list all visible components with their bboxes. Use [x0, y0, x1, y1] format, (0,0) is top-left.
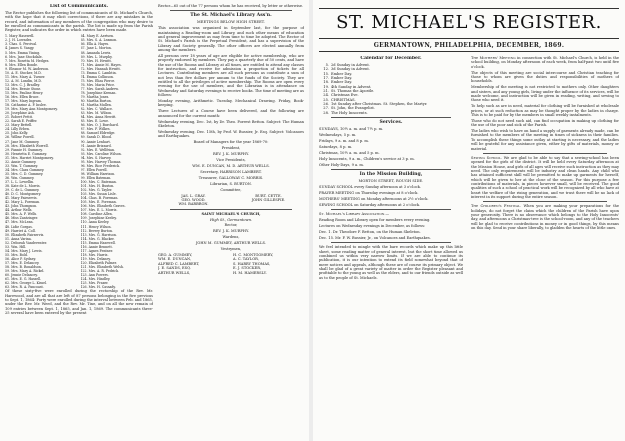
- communicant-name: 88. Samuel Eldredge.: [80, 131, 116, 136]
- communicant-name: 121. Mrs. Elizabeth Welsh.: [80, 264, 124, 269]
- president-name: REV. J. K. MURPHY.: [212, 151, 249, 156]
- communicant-name: 58. Mrs. B. Ronaldson.: [5, 264, 42, 269]
- service-time: Other Holy-Days, 9 a. m.: [319, 162, 364, 167]
- communicant-name: 33. Wm. T. Gummey.: [5, 163, 39, 168]
- section-rule: [331, 209, 451, 210]
- calendar-list: [319, 63, 463, 115]
- vestry-member: A. C. TAYLOR,: [233, 257, 259, 262]
- right-page: [313, 0, 625, 441]
- communicant-name: 97. Ellen Powell.: [80, 167, 108, 172]
- secretary: Secretary, HARRISON LAMBERT.: [200, 169, 262, 174]
- communicant-name: 100. Mrs. C. Bateman.: [80, 180, 117, 184]
- communicant-name: 22. Sarah E. Peiffer.: [5, 119, 38, 124]
- communicant-name: 43. John Thompson.: [5, 204, 38, 209]
- communicant-name: 96. Mrs. Rice Frederick.: [80, 163, 120, 168]
- mission-title: In the Mission Building,: [359, 172, 423, 178]
- communicant-name: 98. William Harrison.: [80, 171, 116, 176]
- vestry-member: ARTHUR WELLS,: [158, 270, 191, 275]
- communicants-names-a: [5, 34, 78, 289]
- calendar-event: St. Thomas the Apostle.: [331, 89, 375, 94]
- vestry-member: H. M. HAMERSLY.: [233, 270, 267, 275]
- service-time: Fridays, 9 a. m. and 8 p. m.: [319, 139, 369, 143]
- communicant-name: 56. Alice P. Sydney.: [5, 256, 36, 261]
- communicant-name: 47. Mrs. McLean.: [5, 220, 34, 225]
- calendar-event: 4th Sunday in Advent.: [331, 84, 372, 89]
- communicant-name: 124. Mrs. Hindley.: [80, 277, 111, 282]
- president-role: President,: [221, 146, 241, 151]
- communicant-name: 37. L. L. Lewellin.: [5, 180, 35, 184]
- calendar-date: 28.: [323, 110, 329, 115]
- communicant-name: 118. Mrs. Harris.: [80, 252, 109, 257]
- committee-title: Committee,: [220, 187, 242, 192]
- treasurer: Treasurer, GALLOWAY C. MORRIS.: [198, 175, 264, 180]
- communicant-name: 32. Annie Gummey.: [5, 159, 37, 164]
- communicant-name: 69. Mrs. L. Murphy.: [80, 54, 113, 59]
- calendar-date: 17.: [323, 76, 329, 81]
- communicant-name: 1. Mary Hasewell.: [5, 34, 35, 39]
- communicants-names-b: [81, 34, 154, 289]
- library-p5: Wednesday evening, Dec. 1st, by Dr. Theo. Forrest Betton. Subject: The Human Skeleton.: [158, 119, 304, 128]
- communicant-name: 76. Mrs. Maria Price.: [80, 82, 116, 87]
- calendar-title: Calendar for December.: [360, 56, 422, 61]
- section-rule: [331, 117, 451, 118]
- communicant-name: 106. Mrs. Elizabeth Graves.: [80, 204, 126, 209]
- communicant-name: 83. Mrs. M. Wilson.: [80, 111, 113, 116]
- communicant-name: 21. Robert Pettit.: [5, 115, 33, 120]
- communicant-name: 72. Mrs. Hannah Hewitt.: [80, 66, 121, 71]
- mothers-p1: in connection with St. Michael's Church, is held in the school building, on Monday afternoon of each week, from half-past two until five o'clock.: [471, 56, 619, 69]
- communicants-closing: Of these sixty-five were enrolled during the rectorship of the Rev. Mr. Harewood, and are all that are left of 87 persons belonging in the five previous to Sept. 1, 1864: Forty were enrolled during the interval between Feb. and 1865, under the Rev. Mr. Weed, and the Rev. Mr. Tine, and on all the new remain of 109 entries between Sept. 1, 1865, and Jan. 1, 1869. The communicants three-25 several have been entered by the present: [5, 289, 153, 315]
- editorial-note: We feel intended to mingle with the bare records which make up this little sheet, some reading matter of general interest, but the short time allowed us combined us within very narrow limits. If we are able to continue its publication, it is our intention to extend its field somewhat beyond that of mere notices and appeals, although these are of course its primary object. We shall be glad of a great variety of matter in order the Register pleasant and profitable to the young as well as the elders, and to our friends outside as well as to the people of St. Michaels.: [319, 245, 463, 280]
- committee-member: BURT. CETTE.: [255, 193, 282, 198]
- communicant-name: 34. Mrs. Clara Gummey.: [5, 167, 45, 172]
- communicants-list: [5, 34, 153, 289]
- communicant-name: 64. Mary E. Aertsen.: [80, 34, 115, 39]
- communicant-name: 101. Mrs. H. Buxton.: [80, 184, 115, 189]
- communicant-name: 93. Mrs. Caroline Wilson.: [80, 151, 122, 156]
- calendar-event: Ember Day.: [331, 80, 353, 85]
- library-p2: All persons over 18 years of age are eligible for active membership, who are properly endorsed by members. They pay a quarterly due of 50 cents, and have the use of the Rooms and Library at all times, are entitled to attend any classes for instruction, and receive for admission a proportion of tickets for all Lectures. Contributing members are all such persons as contribute a sum of not less than five dollars per annum to the funds of the Society. They are entitled to all the privileges of active membership. The Rooms are open every evening for the use of members, and the Librarian is in attendance on Wednesday and Saturday evenings to receive books. The time of meeting are as follows:: [158, 53, 304, 98]
- communicant-name: 89. Sarah D. Blood.: [80, 135, 112, 140]
- section-rule: [331, 242, 451, 243]
- section-rule: [483, 153, 607, 154]
- mothers-p5: Those who do not need such aid, can find occupation in making up clothing for the use of the poor and sick of the Parish.: [471, 118, 619, 128]
- services-title: Services.: [379, 120, 403, 126]
- communicant-name: 60. Jennie Delancey.: [5, 273, 38, 278]
- communicants-intro: The Rector publishes the following list of communicants of St. Michael's Church, with the hope that it may elicit corrections, if there are any mistakes in the record, and information of any members of the congregation who may desire to be enrolled as communicants in the parish. The list is made up from the Parish Register, and indicates the order in which entries have been made.: [5, 11, 153, 33]
- committee-member: WM. BARBRON.: [178, 202, 209, 207]
- mission-p4: SEWING SCHOOL on Saturday afternoons at 2 o'clock.: [319, 202, 421, 207]
- communicant-name: 68. Amanda Lewis.: [80, 50, 112, 55]
- services-list: [319, 127, 463, 167]
- mothers-p2: The objects of this meeting are social intercourse and Christian teaching for those to whom are given the duties and responsibilities of mothers of households.: [471, 70, 619, 84]
- sewing-wrap: [471, 156, 619, 199]
- library-p3: Monday evening, Arithmetic. Tuesday, Mechanical Drawing. Friday, Book-keeping.: [158, 98, 304, 108]
- calendar-event: St. John, the Evangelist.: [331, 106, 376, 111]
- communicant-name: 115. Emma Hasewell.: [80, 240, 116, 245]
- communicant-name: 85. Mrs. E. Lowe.: [80, 119, 110, 124]
- communicant-name: 26. Wilbur Powell.: [5, 135, 35, 140]
- communicant-name: 28. Mrs. Elizabeth Worrell.: [5, 143, 49, 148]
- calendar-event: 2d Sunday in Advent.: [331, 63, 370, 67]
- communicant-name: 29. Fannie H. Gummey.: [5, 147, 43, 152]
- communicants-column: [5, 4, 153, 317]
- communicant-name: 94. Mrs. S. Harvey.: [80, 155, 112, 160]
- communicant-name: 79. Martha Jones.: [80, 95, 110, 100]
- communicant-name: 27. Jane M. Gummey.: [5, 139, 40, 144]
- communicant-name: 20. Josephine Ash.: [5, 111, 35, 116]
- calendar-date: 18.: [323, 80, 329, 85]
- communicant-name: 48. Lidie Gorgas.: [5, 224, 33, 229]
- mission-p2: PRAYER MEETING on Thursday evenings at 8 o'clock.: [319, 190, 419, 195]
- vestry-member: S. HARRY THOMAS,: [233, 261, 271, 266]
- communicant-name: 7. Mrs. Rosetta M. Hedges.: [5, 58, 50, 63]
- communicant-name: 50. Elizabeth Fairservis.: [5, 232, 45, 237]
- communicant-name: 65. Mrs. S. A. Leamon.: [80, 38, 118, 43]
- communicant-name: 30. Henrietta E. Gummey.: [5, 151, 47, 156]
- committee-member: JOHN GILLESPIE.: [251, 197, 286, 202]
- vp-role: Vice Presidents,: [216, 157, 246, 162]
- communicant-name: 6. Mrs. Jane Stockdale.: [5, 54, 43, 59]
- vestry-member: ALFRED C. LAMBERT,: [158, 261, 200, 266]
- sewing-text: We are glad to be able to say that a sewing-school has been opened for the girls of the district. It will be held every Saturday afternoon at the Mission House, and girls of all ages will receive such instruction as they may need. The only requirements will be industry and clean hands. Any child who has attained sufficient skill will be permitted to make up garments for herself, which will be given to her at the close of the season. For this purpose a few contributions of materials, in pieces however small, will be received. The good qualities of such a school of practical work will be recognized by all who have at heart the welfare of the rising generation, and we trust there will be no lack of interest in its support during the entire season.: [471, 155, 619, 199]
- calendar-date: 25.: [323, 97, 329, 102]
- communicant-name: 74. Emma Collinson.: [80, 74, 114, 79]
- library-column: [158, 4, 304, 275]
- communicant-name: 99. Ellen Bateman.: [80, 175, 112, 180]
- vestry-member: H. C. MONTGOMERY,: [233, 253, 274, 258]
- library-subtitle: MEETINGS BELOW HIGH STREET.: [196, 20, 266, 25]
- committee-list: [158, 194, 304, 207]
- communicant-name: 107. Mrs. E. L. Morris.: [80, 208, 118, 213]
- communicant-name: 18. Catharine A. P. Inslee.: [5, 103, 47, 108]
- mission-p1: SUNDAY SCHOOL every Sunday afternoon at 3 o'clock.: [319, 185, 421, 190]
- communicant-name: 66. Ella A. Hayes.: [80, 42, 110, 47]
- communicant-name: 42. Mary L. Foreman.: [5, 200, 41, 205]
- communicant-name: 46. Miss Zantzinger.: [5, 216, 38, 221]
- service-time: Wednesdays, 5 p. m.: [319, 133, 357, 138]
- communicant-name: 108. Caroline Allen.: [80, 212, 113, 217]
- calendar-date: 26.: [323, 102, 329, 107]
- festival-title: The Children's Festival.: [471, 204, 522, 209]
- lib-notice-title: St. Michael's Library Association.—: [319, 212, 390, 217]
- vestry-list: [158, 253, 304, 275]
- masthead-rule-bottom: [319, 51, 619, 52]
- mothers-column: [471, 56, 619, 232]
- mothers-p6: The ladies who wish to have on hand a supply of garments already made, can be furnished to the members of the meeting in times of sickness in their families. To accomplish these things some outlay at starting is necessary, and the ladies will be grateful for any assistance given, either by gifts of materials, money or material.: [471, 129, 619, 151]
- communicant-name: 80. Martha Burton.: [80, 99, 112, 104]
- communicant-name: 52. Deborah Vandeventer.: [5, 240, 47, 245]
- vestry-member: WM. E. DUNCAN,: [158, 257, 192, 262]
- communicant-name: 19. Mrs. Mary Ann Montgomery.: [5, 107, 58, 112]
- communicant-name: 3. Chas. S. Percival.: [5, 42, 38, 47]
- communicant-name: 62. Mrs. George L. Kissel.: [5, 281, 48, 286]
- communicant-name: 117. Agnes Fentner.: [80, 248, 113, 253]
- communicant-name: 126. Mrs. H. Cassady.: [80, 285, 116, 290]
- library-p6: Wednesday evening, Dec. 15th, by Prof. W. Bussier, Jr. Esq. Subject: Volcanoes and Earthquakes.: [158, 129, 304, 139]
- communicant-name: 78. Josephine Keenan.: [80, 90, 117, 95]
- festival-text: When you are making your preparations for the holidays, do not forget the claim which the children of the Parish have upon your generosity. There is no observance which belongs to the Holy Innocents' day, and afternoons a Christmas-tree is the school-room, and any of the teachers will be glad to receive contributions in money or in good things, by this means on this day. Send in your share liberally, to gladden the hearts of the little ones.: [471, 204, 619, 230]
- communicant-name: 31. Mrs. Harriet Montgomery.: [5, 155, 54, 160]
- calendar-event: 1st Sunday after Christmas. St. Stephen, the Martyr.: [331, 102, 428, 107]
- calendar-event: Christmas Eve.: [331, 93, 359, 98]
- communicant-name: 123. Ann Powers.: [80, 273, 109, 278]
- calendar-column: [319, 56, 463, 282]
- communicant-name: 12. A. M. Lundin, M.D.: [5, 78, 42, 83]
- communicant-name: 36. Wm. Gummey.: [5, 175, 35, 180]
- lib-notice-p2: Lectures on Wednesday evenings in December, as follows:: [319, 224, 426, 229]
- wardens-names: JOHN M. GUMMEY, ARTHUR WELLS.: [195, 241, 267, 246]
- communicant-name: 103. Mrs. Susan Lisle.: [80, 192, 117, 197]
- calendar-event: Ember Day.: [331, 71, 353, 76]
- calendar-date: 15.: [323, 71, 329, 76]
- communicant-name: 102. Mrs. G. Tayler.: [80, 188, 113, 193]
- masthead-rule-mid: [319, 38, 619, 39]
- communicant-name: 24. Lilly Erben.: [5, 127, 30, 132]
- vestry-role: Vestrymen,: [220, 247, 242, 252]
- mothers-p4: To help such as are in need, material for clothing will be furnished at wholesale prices, or at such reduction as may be thought proper by the ladies in charge. This is to be paid for by the members in small weekly instalments.: [471, 104, 619, 117]
- communicant-name: 63. Mrs. R. A. Pancoast.: [5, 285, 44, 290]
- service-time: Christmas, 10½ a. m. and 5 p. m.: [319, 150, 380, 155]
- communicant-name: 120. Elizabeth Palmer.: [80, 260, 117, 265]
- masthead-rule-top: [319, 8, 619, 9]
- communicant-name: 5. Mrs. Emma Vining.: [5, 50, 41, 55]
- communicant-name: 55. Mrs. Bold.: [5, 252, 28, 257]
- communicant-name: 11. Mrs. Mary A. Turner.: [5, 74, 46, 79]
- communicant-name: 59. Mrs. Mary A. Rickel.: [5, 269, 45, 274]
- communicant-name: 104. Chas. B. Foreman.: [80, 196, 119, 201]
- rector-role: Rector,: [224, 223, 238, 228]
- communicant-name: 9. Eleanor M. W. Anderson.: [5, 66, 50, 71]
- sewing-title: Sewing School.: [471, 155, 503, 160]
- church-location: High St., Germantown.: [209, 217, 253, 222]
- vestry-member: J. E. SANDS, ESQ.: [158, 266, 192, 271]
- communicant-name: 4. James S. Vangy.: [5, 46, 35, 51]
- communicant-name: 73. Emma C. Lambtin.: [80, 70, 117, 75]
- calendar-entry: [319, 111, 463, 115]
- communicant-name: 67. Jane L. Morton.: [80, 46, 112, 51]
- left-page: [0, 0, 310, 441]
- committee-member: GEO. WOOD.: [181, 197, 206, 202]
- calendar-event: 3d Sunday in Advent.: [331, 67, 370, 72]
- calendar-date: 5.: [325, 63, 329, 67]
- communicant-name: 112. Bevery Burton.: [80, 228, 114, 233]
- communicant-name: 39. C. de L. Gummey.: [5, 188, 40, 193]
- communicant-name: 91. Annie Brizzard.: [80, 143, 112, 148]
- communicant-name: 16. Mrs. Ellen Bruce.: [5, 95, 40, 100]
- vestry-member: E. J. STOCKER,: [233, 266, 262, 271]
- calendar-date: 24.: [323, 93, 329, 98]
- communicant-name: 8. Mrs. Ellen Bonde.: [5, 62, 39, 67]
- communicant-name: 84. Mrs. Anna Hewitt.: [80, 115, 117, 120]
- library-lead: Rector—65 out of the 77 persons whom he has received, by letter or otherwise.: [158, 4, 304, 8]
- communicant-name: 70. Mrs. H. Hewitt.: [80, 58, 112, 63]
- service-time: SUNDAYS, 10½ a. m. and 7½ p. m.: [319, 127, 384, 132]
- communicant-name: 2. J. H. Lowndes.: [5, 38, 33, 43]
- communicant-name: 109. Josephine Keeley.: [80, 216, 117, 221]
- communicants-title: List of Communicants.: [49, 4, 109, 9]
- dateline: GERMANTOWN, PHILADELPHIA, DECEMBER, 1869.: [373, 42, 565, 49]
- service-time: Holy Innocents, 9 a. m., Children's service at 3 p. m.: [319, 156, 415, 161]
- library-title: The St. Michael's Library Ass'n.: [190, 13, 272, 19]
- calendar-date: 27.: [323, 106, 329, 111]
- mothers-title: The Mothers' Meeting: [471, 56, 516, 60]
- communicant-name: 125. Mrs. Frazer.: [80, 281, 109, 286]
- communicant-name: 17. Mrs. Mary Ingram.: [5, 99, 42, 104]
- board-title: Board of Managers for the year 1869-70:: [193, 140, 269, 145]
- service-time: Saturdays, 8 p. m.: [319, 144, 353, 149]
- communicant-name: 40. D. C. Montgomery.: [5, 192, 42, 197]
- communicant-name: 87. Mrs. F. Wilkes.: [80, 127, 111, 132]
- calendar-date: 19.: [323, 84, 329, 89]
- communicant-name: 71. Mrs. Annie M. Hayes.: [80, 62, 122, 67]
- communicant-name: 77. Mrs. Sarah Andrew.: [80, 86, 119, 91]
- festival-wrap: [471, 204, 619, 230]
- communicant-name: 86. Mrs. O. J. Burchard.: [80, 123, 119, 128]
- communicant-name: 111. Henry Wilson.: [80, 224, 112, 229]
- vp-names: WM. E. DUNCAN, M. D. ARTHUR WELLS.: [192, 163, 270, 168]
- communicant-name: 105. Mrs. E. Foreman.: [80, 200, 117, 205]
- communicant-name: 38. Kate de L. Morris.: [5, 184, 41, 189]
- communicant-name: 14. Mrs. Bessie Stone.: [5, 86, 42, 91]
- section-rule: [331, 169, 451, 170]
- library-p1: This association was organized in September last, for the purpose of maintaining a Reading-room and Library, and such other means of education and general improvement as may from time to time be adopted. The Rector of St. Michael's Parish is the Perpetual President, and has a supervision of the Library and Society generally. The other officers are elected annually from among the members.: [158, 26, 304, 52]
- communicant-name: 81. Martha Mullen.: [80, 103, 112, 108]
- mission-subtitle: MORTON STREET, ROUGH SIDE.: [358, 179, 424, 184]
- librarian: Librarian, S. BURTON.: [210, 181, 252, 186]
- communicant-name: 53. Wm. Hill.: [5, 244, 27, 249]
- calendar-event: CHRISTMAS.: [331, 97, 356, 102]
- communicant-name: 116. Annie Bennett.: [80, 244, 113, 249]
- communicant-name: 41. Mary Fairservis.: [5, 196, 38, 201]
- communicant-name: 82. Mrs. C. Wallace.: [80, 107, 113, 112]
- communicant-name: 92. Mrs. E. Wellfrian.: [80, 147, 116, 152]
- communicant-name: 49. Harriet A. Coll.: [5, 228, 36, 233]
- calendar-date: 21.: [323, 89, 329, 94]
- communicant-name: 10. A. E. Stocker, M.D.: [5, 70, 42, 75]
- section-rule: [483, 201, 607, 202]
- communicant-name: 113. Mrs. G. Harrison.: [80, 232, 117, 237]
- communicant-name: 75. Mrs. Eliza Pierce.: [80, 78, 116, 83]
- communicant-name: 95. Mrs. Harvey Thomas.: [80, 159, 122, 164]
- lib-notice-p4: Dec. 15. Mr. F. W. Bussier, Jr., on Volcanoes and Earthquakes.: [319, 235, 431, 240]
- vestry-member: GEO. A. GUMMEY,: [158, 253, 193, 258]
- communicant-name: 35. Mrs. C. D. Gummey.: [5, 171, 44, 176]
- section-rule: [170, 209, 292, 210]
- communicant-name: 119. Mrs. Delaney.: [80, 256, 111, 261]
- communicant-name: 122. Mrs. A. R. Pedrick.: [80, 269, 120, 274]
- mothers-p1-wrap: [471, 56, 619, 69]
- communicant-name: 15. Mrs. Pauline Henry.: [5, 90, 44, 95]
- church-name: SAINT MICHAEL'S CHURCH,: [201, 211, 261, 216]
- wardens-role: Wardens,: [222, 235, 240, 240]
- calendar-event: The Holy Innocents.: [331, 110, 368, 115]
- section-rule: [170, 10, 292, 11]
- rector-name: REV. J. K. MURPHY.: [212, 229, 249, 234]
- library-p4: Three Lectures of a Course have been delivered, and the following are announced for the current month:: [158, 109, 304, 118]
- calendar-event: Ember Day.: [331, 76, 353, 81]
- communicant-name: 13. Mrs. C. J. Bradley.: [5, 82, 41, 87]
- communicant-name: 51. Anna Varina.: [5, 236, 32, 241]
- committee-member: JAS. L. GRAY.: [181, 193, 206, 198]
- communicant-name: 25. John Kelly.: [5, 131, 29, 136]
- mission-p3: MOTHERS' MEETING on Monday afternoons at 2½ o'clock.: [319, 196, 429, 201]
- communicant-name: 45. Mrs. A. F. Wells.: [5, 212, 38, 217]
- communicant-name: 44. Arthur Wells.: [5, 208, 33, 213]
- mothers-p3: Membership of the meeting is not restricted to mothers only. Other daughters and sisters, and any young girls, living under the influence of its services, will be made welcome, and instruction will be given in reading, writing, and sewing to those who need it.: [471, 85, 619, 103]
- lib-notice-p1: Reading Room and Library open for members every evening.: [319, 218, 431, 223]
- communicant-name: 114. Mrs. G. Blacker.: [80, 236, 115, 241]
- calendar-date: 12.: [323, 67, 329, 72]
- masthead-title: ST. MICHAEL'S REGISTER.: [336, 12, 602, 33]
- communicant-name: 61. Mrs. E. G. Hassell.: [5, 277, 42, 282]
- communicant-name: 54. Mrs. Mary J. Lewis.: [5, 248, 43, 253]
- communicant-name: 57. Mrs. E. Delancey.: [5, 260, 40, 265]
- communicant-name: 90. Annie Lenhart.: [80, 139, 111, 144]
- lib-notice-p3: Dec. 1. Dr. Theodore F. Betton, on the Human Skeleton.: [319, 230, 421, 234]
- communicant-name: 110. Anna Keeley.: [80, 220, 110, 225]
- communicant-name: 23. Mary Bettell.: [5, 123, 33, 128]
